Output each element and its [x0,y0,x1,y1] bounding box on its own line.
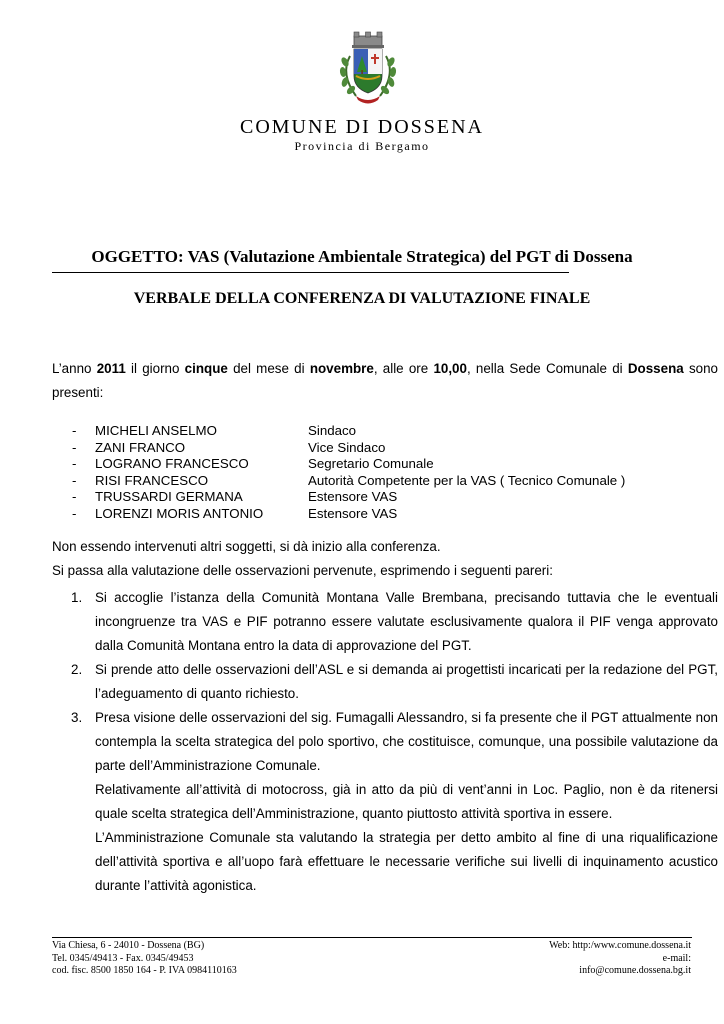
footer-street: Via Chiesa, 6 - 24010 - Dossena (BG) [52,940,205,951]
footer-contacts [549,940,691,978]
opinions-list [52,586,718,898]
footer-tax-code: cod. fisc. 8500 1850 164 - P. IVA 0984110163 [52,965,237,976]
item-paragraph: Presa visione delle osservazioni del sig. Fumagalli Alessandro, si fa presente che il PGT attualmente non contempla la scelta strategica del polo sportivo, che costituisce, comunque, una possibile valutazione da parte dell’Amministrazione Comunale. [95,710,718,773]
attendee-role: Estensore VAS [308,489,398,504]
item-number: 1. [71,590,83,605]
intro-text: , alle ore [373,361,434,376]
intro-month: novembre [309,361,374,376]
evaluation-intro-line: Si passa alla valutazione delle osservazioni pervenute, esprimendo i seguenti pareri: [52,563,553,578]
opinion-item [52,658,718,706]
attendee-row [52,473,712,490]
intro-day: cinque [184,361,228,376]
conference-start-line: Non essendo intervenuti altri soggetti, si dà inizio alla conferenza. [52,539,441,554]
attendee-row [52,423,712,440]
attendee-name: RISI FRANCESCO [95,472,209,488]
item-paragraph: Si prende atto delle osservazioni dell’ASL e si demanda ai progettisti incaricati per la redazione del PGT, l’adeguamento di quanto richiesto. [95,662,718,701]
attendee-name: LORENZI MORIS ANTONIO [95,505,264,521]
list-dash: - [72,472,77,488]
attendee-role: Sindaco [308,423,357,438]
attendee-row [52,506,712,523]
footer-address [52,940,237,978]
provincia-label: Provincia di Bergamo [294,139,430,153]
footer-divider [52,937,692,938]
intro-paragraph [52,357,718,405]
list-dash: - [72,456,77,471]
attendee-role: Segretario Comunale [308,456,434,471]
attendee-role: Estensore VAS [308,505,398,521]
attendee-row [52,489,712,506]
intro-text: sono presenti: [52,361,718,400]
item-number: 2. [71,662,83,677]
intro-text: L’anno [52,361,97,376]
document-subject: OGGETTO: VAS (Valutazione Ambientale Strategica) del PGT di Dossena [91,247,633,266]
attendee-name: ZANI FRANCO [95,439,186,455]
attendee-name: TRUSSARDI GERMANA [95,489,243,504]
comune-name: COMUNE DI DOSSENA [239,116,484,138]
intro-text: del mese di [227,361,310,376]
list-dash: - [72,423,77,438]
list-dash: - [72,439,77,455]
attendee-name: LOGRANO FRANCESCO [95,456,249,471]
list-dash: - [72,489,77,504]
footer-email-label: e-mail: [662,952,691,964]
opinion-item [52,706,718,898]
report-title: VERBALE DELLA CONFERENZA DI VALUTAZIONE FINALE [133,290,591,307]
footer-email[interactable]: info@comune.dossena.bg.it [579,965,691,976]
item-paragraph: L’Amministrazione Comunale sta valutando la strategia per detto ambito al fine di una riqualificazione dell’attività sportiva e all’uopo farà effettuare le necessarie verifiche sui livelli di inquinamento acustico durante l’attività agonistica. [95,830,718,893]
attendee-name: MICHELI ANSELMO [95,423,217,438]
intro-text: , nella Sede Comunale di [466,361,628,376]
item-paragraph: Si accoglie l’istanza della Comunità Montana Valle Brembana, precisando tuttavia che le eventuali incongruenze tra VAS e PIF potranno essere valutate esclusivamente qualora il PIF venga approvato dalla Comunità Montana entro la data di approvazione del PGT. [95,590,718,653]
subject-divider [52,272,569,273]
footer-phone: Tel. 0345/49413 - Fax. 0345/49453 [52,952,194,964]
attendee-role: Vice Sindaco [308,439,386,455]
footer-web[interactable]: Web: http:/www.comune.dossena.it [549,940,691,951]
attendee-row [52,456,712,473]
item-number: 3. [71,710,83,725]
item-paragraph: Relativamente all’attività di motocross, già in atto da più di vent’anni in Loc. Paglio, non è da ritenersi quale scelta strategica dell’Amministrazione, quanto piuttosto attività sportiva in essere. [95,782,718,821]
intro-hour: 10,00 [433,361,467,376]
intro-text: il giorno [125,361,185,376]
list-dash: - [72,505,77,521]
attendees-list [52,423,712,522]
attendee-role: Autorità Competente per la VAS ( Tecnico Comunale ) [308,472,626,488]
attendee-row [52,440,712,457]
intro-year: 2011 [96,361,126,376]
municipal-crest-logo [330,30,406,116]
opinion-item [52,586,718,658]
intro-place: Dossena [627,361,684,376]
